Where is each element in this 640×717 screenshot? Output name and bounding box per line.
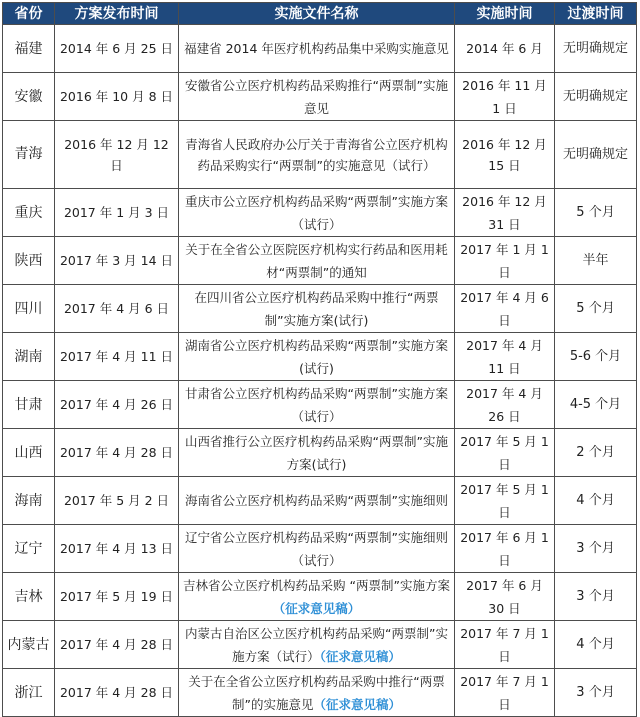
- cell-transition: 3 个月: [555, 573, 637, 621]
- policy-table-wrapper: [2, 2, 637, 717]
- cell-transition: 无明确规定: [555, 73, 637, 121]
- cell-transition: 4-5 个月: [555, 381, 637, 429]
- cell-document: [179, 25, 455, 73]
- cell-effective: 2017 年 6 月 1 日: [455, 525, 555, 573]
- cell-effective: 2017 年 7 月 1 日: [455, 621, 555, 669]
- table-row: [3, 669, 637, 717]
- document-title: 重庆市公立医疗机构药品采购“两票制”实施方案（试行）: [185, 193, 448, 232]
- cell-effective: 2016 年 12 月 31 日: [455, 189, 555, 237]
- document-title: 青海省人民政府办公厅关于青海省公立医疗机构药品采购实行“两票制”的实施意见（试行）: [185, 136, 448, 173]
- header-published: 方案发布时间: [55, 3, 179, 25]
- cell-province: 内蒙古: [3, 621, 55, 669]
- cell-province: 安徽: [3, 73, 55, 121]
- draft-remark: （征求意见稿）: [272, 600, 361, 616]
- cell-published: 2017 年 4 月 28 日: [55, 429, 179, 477]
- cell-transition: 3 个月: [555, 669, 637, 717]
- cell-effective: 2017 年 4 月 11 日: [455, 333, 555, 381]
- cell-published: 2017 年 5 月 2 日: [55, 477, 179, 525]
- cell-published: 2017 年 4 月 11 日: [55, 333, 179, 381]
- cell-document: [179, 121, 455, 189]
- header-transition: 过渡时间: [555, 3, 637, 25]
- cell-document: [179, 429, 455, 477]
- table-row: [3, 477, 637, 525]
- cell-transition: 3 个月: [555, 525, 637, 573]
- cell-document: [179, 669, 455, 717]
- document-title: 吉林省公立医疗机构药品采购 “两票制”实施方案: [183, 577, 450, 593]
- cell-province: 重庆: [3, 189, 55, 237]
- draft-remark: （征求意见稿）: [319, 648, 401, 664]
- table-row: [3, 73, 637, 121]
- cell-published: 2016 年 12 月 12 日: [55, 121, 179, 189]
- cell-province: 陕西: [3, 237, 55, 285]
- table-row: [3, 121, 637, 189]
- table-row: [3, 333, 637, 381]
- cell-effective: 2017 年 5 月 1 日: [455, 429, 555, 477]
- cell-transition: 5-6 个月: [555, 333, 637, 381]
- table-row: [3, 525, 637, 573]
- cell-published: 2014 年 6 月 25 日: [55, 25, 179, 73]
- cell-published: 2017 年 4 月 13 日: [55, 525, 179, 573]
- cell-document: [179, 189, 455, 237]
- document-title: 关于在全省公立医院医疗机构实行药品和医用耗材“两票制”的通知: [185, 241, 448, 280]
- cell-effective: 2016 年 11 月 1 日: [455, 73, 555, 121]
- cell-transition: 半年: [555, 237, 637, 285]
- cell-transition: 2 个月: [555, 429, 637, 477]
- cell-effective: 2017 年 6 月 30 日: [455, 573, 555, 621]
- table-row: [3, 189, 637, 237]
- cell-document: [179, 285, 455, 333]
- header-effective: 实施时间: [455, 3, 555, 25]
- table-row: [3, 237, 637, 285]
- cell-document: [179, 621, 455, 669]
- cell-document: [179, 381, 455, 429]
- cell-published: 2016 年 10 月 8 日: [55, 73, 179, 121]
- cell-transition: 4 个月: [555, 477, 637, 525]
- cell-province: 四川: [3, 285, 55, 333]
- cell-transition: 5 个月: [555, 285, 637, 333]
- cell-document: [179, 573, 455, 621]
- cell-published: 2017 年 4 月 6 日: [55, 285, 179, 333]
- cell-published: 2017 年 4 月 26 日: [55, 381, 179, 429]
- cell-province: 山西: [3, 429, 55, 477]
- cell-province: 吉林: [3, 573, 55, 621]
- cell-published: 2017 年 3 月 14 日: [55, 237, 179, 285]
- document-title: 湖南省公立医疗机构药品采购“两票制”实施方案(试行): [185, 337, 448, 376]
- cell-effective: 2017 年 5 月 1 日: [455, 477, 555, 525]
- cell-effective: 2016 年 12 月 15 日: [455, 121, 555, 189]
- table-row: [3, 25, 637, 73]
- table-row: [3, 621, 637, 669]
- draft-remark: （征求意见稿）: [313, 696, 401, 712]
- cell-province: 海南: [3, 477, 55, 525]
- table-body: [3, 25, 637, 717]
- document-title: 福建省 2014 年医疗机构药品集中采购实施意见: [184, 41, 449, 56]
- cell-province: 青海: [3, 121, 55, 189]
- cell-document: [179, 73, 455, 121]
- cell-transition: 无明确规定: [555, 25, 637, 73]
- cell-effective: 2014 年 6 月: [455, 25, 555, 73]
- table-row: [3, 285, 637, 333]
- cell-province: 浙江: [3, 669, 55, 717]
- header-document: 实施文件名称: [179, 3, 455, 25]
- cell-transition: 无明确规定: [555, 121, 637, 189]
- header-row: [3, 3, 637, 25]
- document-title: 在四川省公立医疗机构药品采购中推行“两票制”实施方案(试行): [194, 289, 439, 328]
- cell-published: 2017 年 1 月 3 日: [55, 189, 179, 237]
- document-title: 辽宁省公立医疗机构药品采购“两票制”实施细则（试行）: [185, 529, 448, 568]
- document-title: 安徽省公立医疗机构药品采购推行“两票制”实施意见: [185, 77, 448, 116]
- cell-published: 2017 年 4 月 28 日: [55, 669, 179, 717]
- document-title: 内蒙古自治区公立医疗机构药品采购“两票制”实施方案（试行）: [185, 625, 448, 664]
- cell-document: [179, 525, 455, 573]
- cell-province: 甘肃: [3, 381, 55, 429]
- document-title: 关于在全省公立医疗机构药品采购中推行“两票制”的实施意见: [188, 673, 445, 712]
- two-invoice-policy-table: [2, 2, 637, 717]
- document-title: 山西省推行公立医疗机构药品采购“两票制”实施方案(试行): [185, 433, 448, 472]
- cell-effective: 2017 年 4 月 6 日: [455, 285, 555, 333]
- document-title: 海南省公立医疗机构药品采购“两票制”实施细则: [185, 493, 448, 508]
- cell-document: [179, 237, 455, 285]
- cell-province: 湖南: [3, 333, 55, 381]
- cell-document: [179, 477, 455, 525]
- cell-transition: 4 个月: [555, 621, 637, 669]
- cell-published: 2017 年 5 月 19 日: [55, 573, 179, 621]
- cell-document: [179, 333, 455, 381]
- cell-effective: 2017 年 1 月 1 日: [455, 237, 555, 285]
- header-province: 省份: [3, 3, 55, 25]
- cell-effective: 2017 年 4 月 26 日: [455, 381, 555, 429]
- cell-province: 福建: [3, 25, 55, 73]
- cell-effective: 2017 年 7 月 1 日: [455, 669, 555, 717]
- table-row: [3, 573, 637, 621]
- table-row: [3, 429, 637, 477]
- cell-transition: 5 个月: [555, 189, 637, 237]
- cell-published: 2017 年 4 月 28 日: [55, 621, 179, 669]
- table-row: [3, 381, 637, 429]
- cell-province: 辽宁: [3, 525, 55, 573]
- document-title: 甘肃省公立医疗机构药品采购“两票制”实施方案（试行）: [185, 385, 448, 424]
